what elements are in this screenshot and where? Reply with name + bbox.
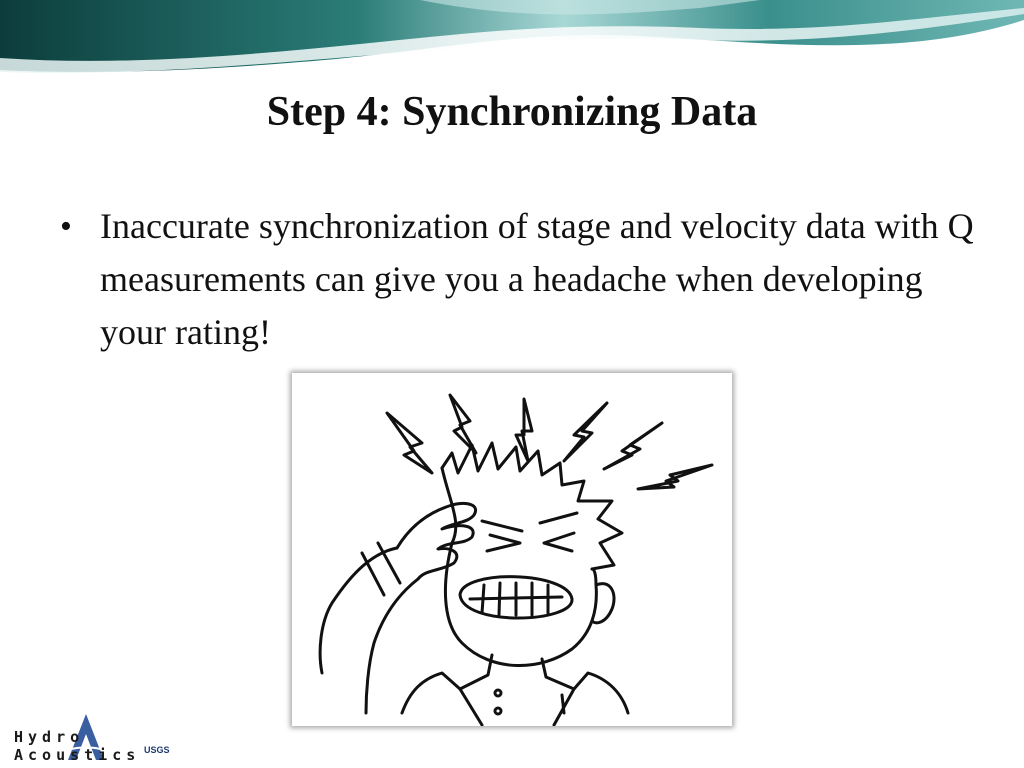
- slide-title: Step 4: Synchronizing Data: [266, 89, 758, 135]
- logo-usgs: USGS: [144, 745, 170, 755]
- headache-cartoon-icon: [292, 373, 732, 726]
- logo-text: Hydro Acoustics: [14, 728, 141, 764]
- bullet-item: [58, 200, 978, 359]
- bullet-dot-icon: •: [60, 208, 72, 245]
- hydroacoustics-logo: [8, 712, 198, 764]
- headache-cartoon-image: [292, 373, 732, 726]
- header-wave-banner: [0, 0, 1024, 80]
- bullet-text: Inaccurate synchronization of stage and velocity data with Q measurements can give you a headache when developing your rating!: [100, 206, 974, 352]
- bullet-list: [58, 200, 978, 359]
